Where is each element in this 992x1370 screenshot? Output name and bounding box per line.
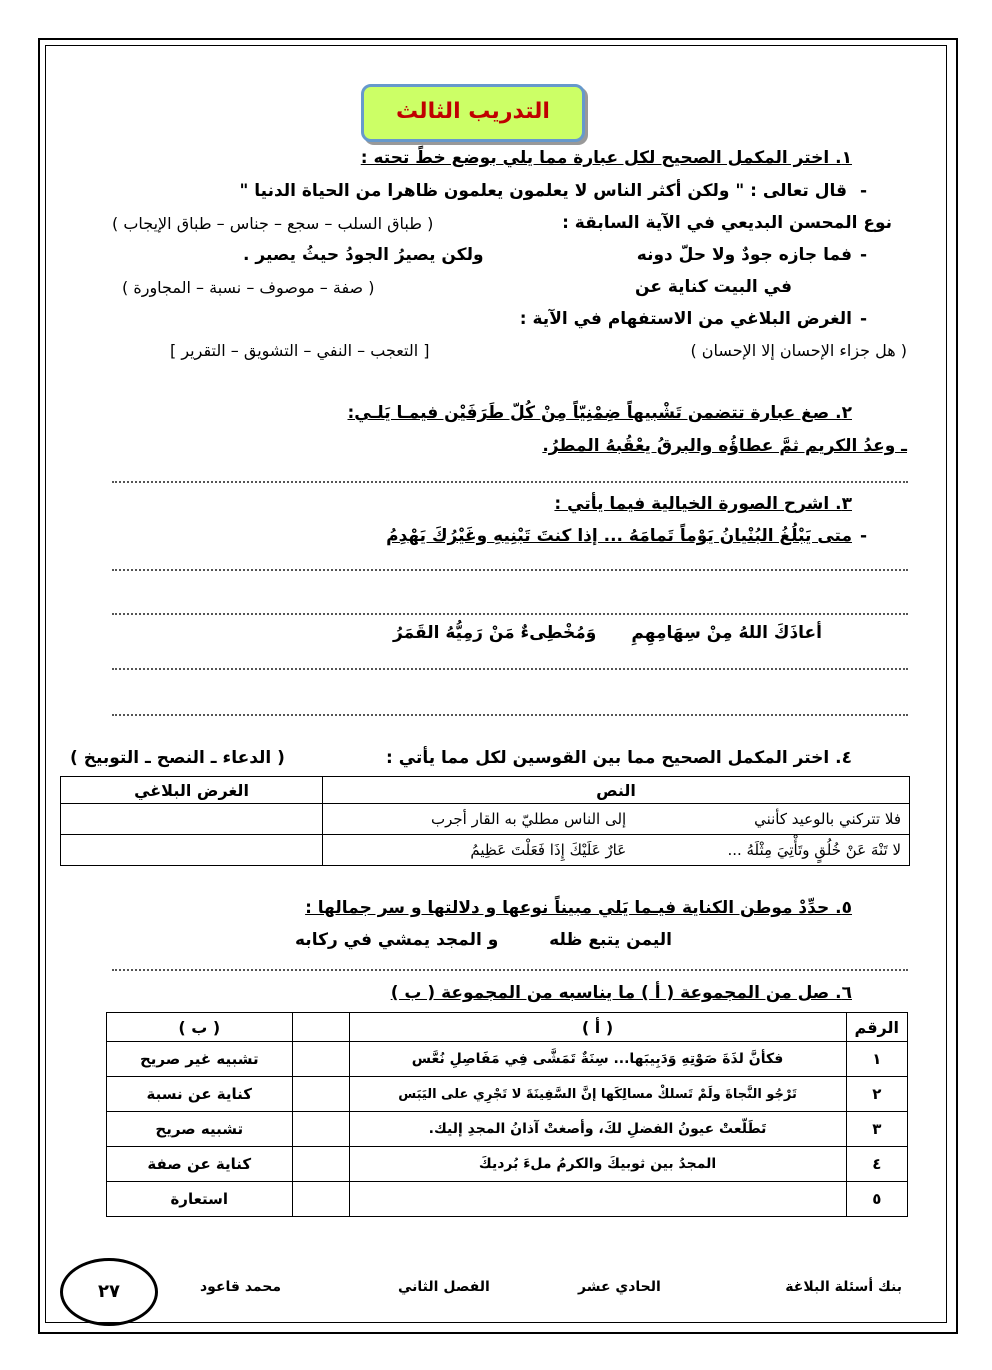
q6-col-b: ( ب ) [107, 1013, 293, 1042]
q1-item3: الغرض البلاغي من الاستفهام في الآية : [519, 309, 852, 329]
q1-heading: ١. اختر المكمل الصحيح لكل عبارة مما يلي بوضع خطً تحته : [360, 148, 852, 168]
q2-heading: ٢. صغ عبارة تتضمن تَشْبيهاً ضِمْنِيّاً مِنْ كُلّ طَرَفَيْن فيمـا يَلـي: [347, 403, 852, 423]
q4-options: ( الدعاء ـ النصح ـ التوبيخ ) [70, 748, 285, 768]
q6-row-num: ٣ [846, 1112, 907, 1147]
q6-row-a: تَطَلّعتْ عيونُ الفضلِ لكَ، وأصغتْ آذانُ المجدِ إليك. [349, 1112, 846, 1147]
q3-item2-left: وَمُخْطِىءٌ مَنْ رَمِيُّهُ القَمَرُ [393, 623, 597, 643]
q3-item1: متى يَبْلُغُ البُنْيانُ يَوْماً تَمامَهُ ... إذا كنتَ تَبْنِيهِ وغَيْرُكَ يَهْدِمُ [386, 526, 852, 546]
table-header-row [107, 1013, 908, 1042]
table-row [107, 1147, 908, 1182]
q1-item2-prompt: في البيت كناية عن [635, 277, 792, 297]
q1-item2-left: ولكن يصيرُ الجودُ حيثُ يصير . [243, 245, 484, 265]
table-row [107, 1042, 908, 1077]
q1-item3-verse: ( هل جزاء الإحسان إلا الإحسان ) [690, 341, 907, 360]
q6-row-num: ٤ [846, 1147, 907, 1182]
answer-line [112, 613, 908, 615]
q1-item1-prompt: نوع المحسن البديعي في الآية السابقة : [562, 213, 892, 233]
q1-item2-options: ( صفة – موصوف – نسبة – المجاورة ) [122, 278, 375, 297]
q4-table [60, 776, 910, 866]
table-row [107, 1182, 908, 1217]
q6-row-b: كناية عن نسبة [107, 1077, 293, 1112]
footer-bank: بنك أسئلة البلاغة [785, 1279, 902, 1295]
q5-item-right: اليمن يتبع ظله [549, 930, 672, 950]
q1-item1-options: ( طباق السلب – سجع – جناس – طباق الإيجاب ) [112, 214, 434, 233]
footer-grade: الحادي عشر [578, 1279, 661, 1295]
q1-item2-right: فما جازه جودٌ ولا حلّ دونه [636, 245, 852, 265]
page-number: ٢٧ [60, 1258, 158, 1326]
answer-line [112, 668, 908, 670]
q6-row-b: تشبيه صريح [107, 1112, 293, 1147]
q6-row-answer[interactable] [292, 1112, 349, 1147]
q1-item1: قال تعالى : " ولكن أكثر الناس لا يعلمون يعلمون ظاهرا من الحياة الدنيا " [239, 181, 847, 201]
q6-row-b: تشبيه غير صريح [107, 1042, 293, 1077]
page-title: التدريب الثالث [361, 84, 585, 142]
footer-term: الفصل الثاني [398, 1279, 490, 1295]
q4-row-1-right: فلا تتركني بالوعيد كأنني [754, 810, 901, 828]
q5-heading: ٥. حدِّدْ موطن الكناية فيـما يَلي مبيناً نوعها و دلالتها و سر جمالها : [305, 898, 852, 918]
q3-heading: ٣. اشرح الصورة الخيالية فيما يأتي : [554, 494, 852, 514]
q4-row-2-text [323, 835, 910, 866]
q6-col-blank [292, 1013, 349, 1042]
q6-row-num: ١ [846, 1042, 907, 1077]
q5-item-left: و المجد يمشي في ركابه [295, 930, 499, 950]
q6-row-a: فكأنَّ لذَةَ صَوْتِهِ وَدَبِيبَها... سِنَةٌ تَمَشَّى فِي مَفَاصِلِ نُعَّس [349, 1042, 846, 1077]
q6-heading: ٦. صل من المجموعة ( أ ) ما يناسبه من المجموعة ( ب ) [390, 983, 852, 1003]
q6-col-num: الرقم [846, 1013, 907, 1042]
answer-line [112, 569, 908, 571]
q6-row-num: ٥ [846, 1182, 907, 1217]
table-row [107, 1077, 908, 1112]
table-row [61, 804, 910, 835]
q1-dash-2: - [859, 245, 867, 265]
q3-dash: - [859, 526, 867, 546]
q4-row-1-left: إلى الناس مطليّ به القار أجرب [430, 810, 627, 828]
q4-col-text: النص [323, 777, 910, 804]
q4-row-1-answer[interactable] [61, 804, 323, 835]
q2-item: ـ وعدُ الكريم ثمَّ عطاؤُه والبرقُ يعْقُبهُ المطرُ. [542, 436, 907, 456]
q4-row-2-left: عَارٌ عَلَيْكَ إِذَا فَعَلْتَ عَظِيمُ [470, 841, 627, 859]
q6-row-num: ٢ [846, 1077, 907, 1112]
q6-row-answer[interactable] [292, 1042, 349, 1077]
q6-row-answer[interactable] [292, 1077, 349, 1112]
q6-row-a: المجدُ بين ثوبيكَ والكرمُ ملءَ بُرديكَ [349, 1147, 846, 1182]
q4-col-purpose: الغرض البلاغي [61, 777, 323, 804]
q6-col-a: ( أ ) [349, 1013, 846, 1042]
q1-item3-options: [ التعجب – النفي – التشويق – التقرير ] [170, 341, 430, 360]
footer-author: محمد قاعود [200, 1279, 282, 1295]
q4-row-2-right: لا تَنْهَ عَنْ خُلُقٍ وتَأْتِيَ مِثْلَهُ ... [727, 841, 901, 859]
q6-row-a [349, 1182, 846, 1217]
q6-row-a: تَرْجُو النَّجاةَ ولَمْ تَسلكْ مسالِكَها إنَّ السَّفِينَةَ لا تَجْرِي على اليَبَس [349, 1077, 846, 1112]
q4-row-1-text [323, 804, 910, 835]
q6-row-b: كناية عن صفة [107, 1147, 293, 1182]
q6-table [106, 1012, 908, 1217]
answer-line [112, 714, 908, 716]
q6-row-answer[interactable] [292, 1147, 349, 1182]
answer-line [112, 481, 908, 483]
q4-row-2-answer[interactable] [61, 835, 323, 866]
table-header-row [61, 777, 910, 804]
q4-heading: ٤. اختر المكمل الصحيح مما بين القوسين لكل مما يأتي : [386, 748, 852, 768]
q3-item2-right: أعاذَكَ اللهُ مِنْ سِهَامِهِمِ [631, 623, 822, 643]
q6-row-answer[interactable] [292, 1182, 349, 1217]
answer-line [112, 969, 908, 971]
table-row [107, 1112, 908, 1147]
q1-dash-1: - [859, 181, 867, 201]
q1-dash-3: - [859, 309, 867, 329]
table-row [61, 835, 910, 866]
q6-row-b: استعارة [107, 1182, 293, 1217]
